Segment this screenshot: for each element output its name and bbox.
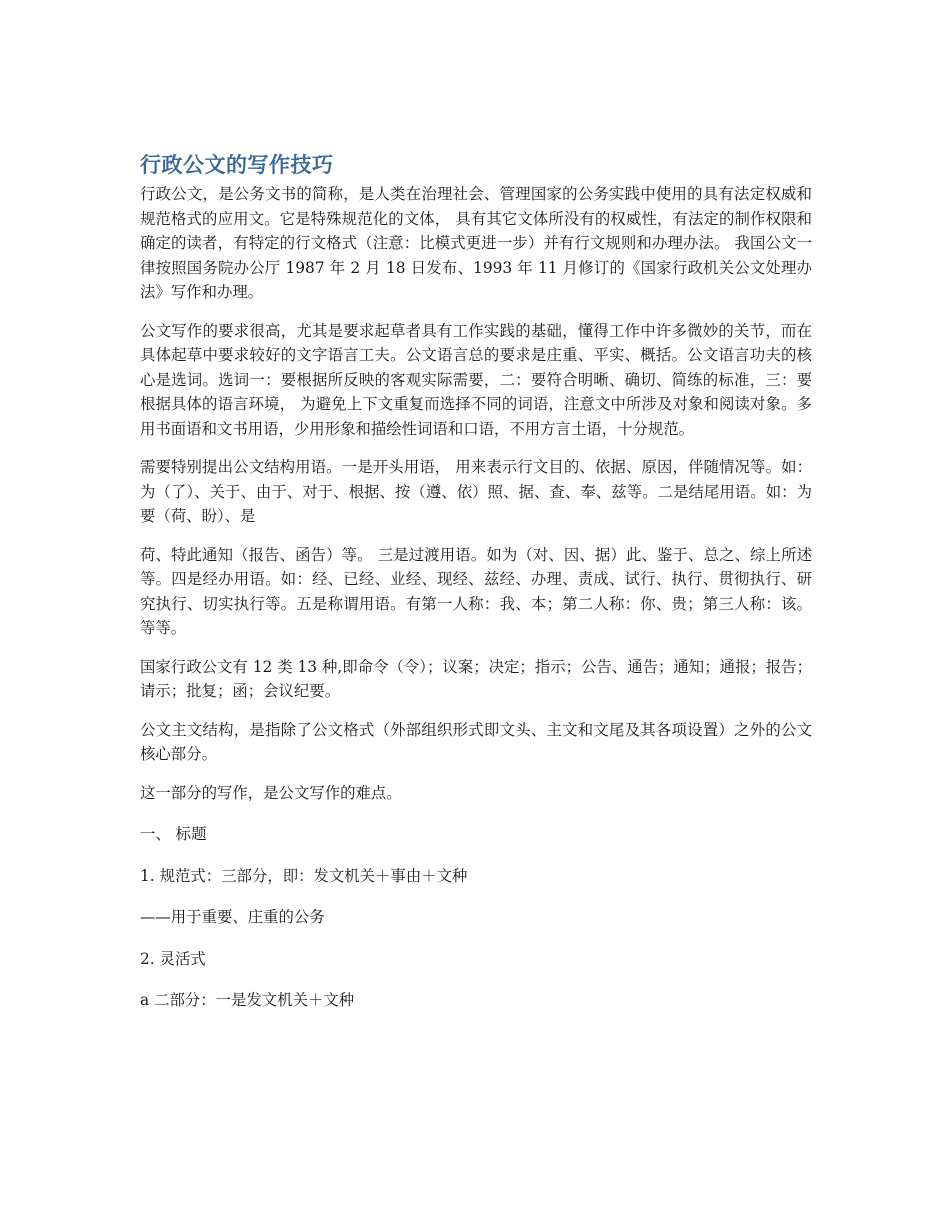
paragraph-definition: 行政公文，是公务文书的简称，是人类在治理社会、管理国家的公务实践中使用的具有法定权威和规范格式的应用文。它是特殊规范化的文体， 具有其它文体所没有的权威性，有法定的制作权限和确定的读者，有特定的行文格式（注意：比模式更进一步）并有行文规则和办理办法。 我国公文一律按照国务院办公厅 1987 年 2 月 18 日发布、1993 年 11 月修订的《国家行政机关公文处理办法》写作和办理。 [140, 185, 812, 301]
document-page [140, 150, 812, 1030]
heading-title-section: 一、 标题 [140, 825, 207, 843]
list-item-flexible-form: 2. 灵活式 [140, 949, 206, 968]
list-item-standard-form-note: ——用于重要、庄重的公务 [140, 908, 325, 926]
paragraph-structure-terms-continued: 荷、特此通知（报告、函告）等。 三是过渡用语。如为（对、因、据）此、鉴于、总之、综上所述等。四是经办用语。如：经、已经、业经、现经、兹经、办理、责成、试行、执行、贯彻执行、研究执行、切实执行等。五是称谓用语。有第一人称：我、本；第二人称：你、贵；第三人称：该。等等。 [140, 545, 812, 637]
paragraph-structure-terms: 需要特别提出公文结构用语。一是开头用语， 用来表示行文目的、依据、原因，伴随情况等。如：为（了）、关于、由于、对于、根据、按（遵、依）照、据、查、奉、兹等。二是结尾用语。如：为要（荷、盼）、是 [140, 458, 812, 525]
paragraph-difficulty: 这一部分的写作，是公文写作的难点。 [140, 783, 402, 802]
list-item-two-part: a 二部分：一是发文机关＋文种 [140, 991, 355, 1009]
paragraph-document-types: 国家行政公文有 12 类 13 种,即命令（令）；议案；决定；指示；公告、通告；通知；通报；报告；请示；批复；函；会议纪要。 [140, 657, 812, 700]
document-title: 行政公文的写作技巧 [140, 153, 334, 177]
paragraph-main-text-structure: 公文主文结构，是指除了公文格式（外部组织形式即文头、主文和文尾及其各项设置）之外的公文核心部分。 [140, 720, 812, 763]
list-item-standard-form: 1. 规范式：三部分，即：发文机关＋事由＋文种 [140, 866, 468, 885]
paragraph-language-requirements: 公文写作的要求很高，尤其是要求起草者具有工作实践的基础，懂得工作中许多微妙的关节，而在具体起草中要求较好的文字语言工夫。公文语言总的要求是庄重、平实、概括。公文语言功夫的核心是选词。选词一：要根据所反映的客观实际需要，二：要符合明晰、确切、简练的标准，三：要根据具体的语言环境， 为避免上下文重复而选择不同的词语，注意文中所涉及对象和阅读对象。多用书面语和文书用语，少用形象和描绘性词语和口语，不用方言土语，十分规范。 [140, 321, 812, 438]
